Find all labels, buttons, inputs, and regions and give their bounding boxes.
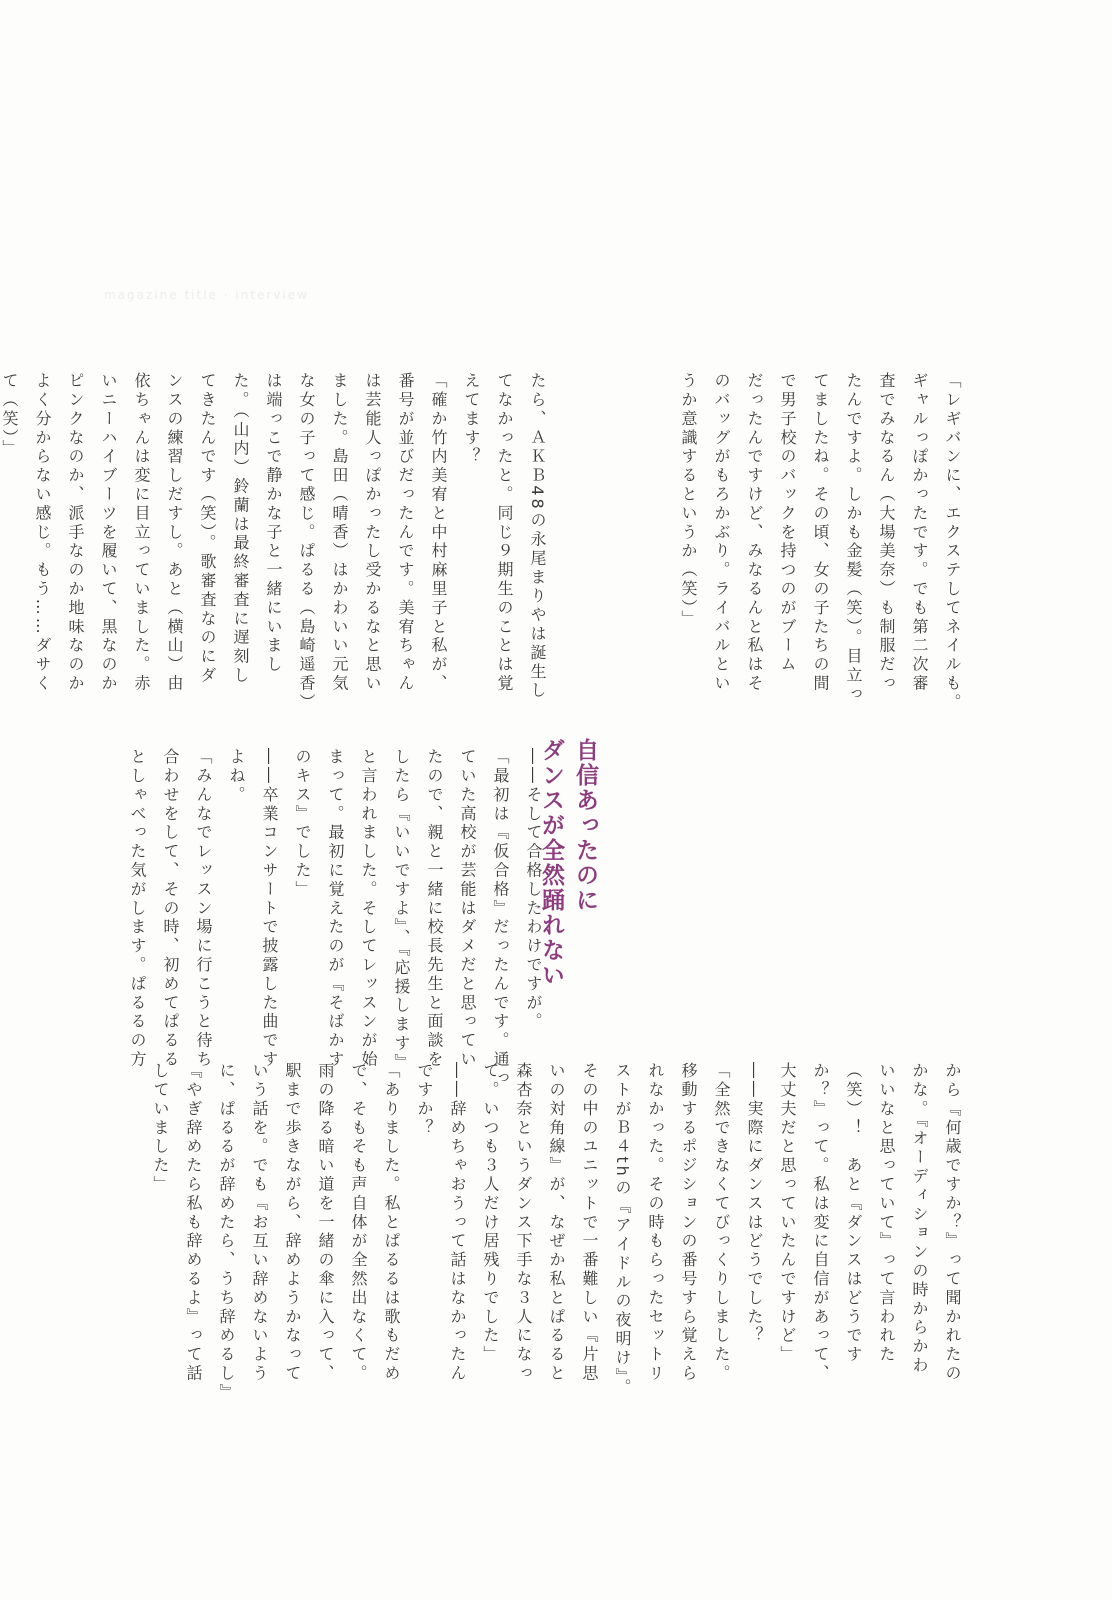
section-headline: 自信あったのに ダンスが全然踊れない (538, 738, 598, 988)
faint-header-text: magazine title · interview (104, 288, 309, 302)
column-lower-right: ――そして合格したわけですが。 「最初は『仮合格』だったんです。通っ ていた高校が芸能はダメだと思ってい たので、親と一緒に校長先生と面談を したら『いいですよ』、『応援します』 と言われました。そしてレッスンが始 まって。最初に覚えたのが『そばかす のキス』でした」 ――卒業コンサートで披露した曲です よね。 「みんなでレッスン場に行こうと待ち 合わせをして、その時、初めてぱるる としゃべった気がします。ぱるるの方 (128, 748, 543, 1089)
column-upper-left: たら、ＡＫＢ48の永尾まりやは誕生し てなかったと。同じ９期生のことは覚 えてます？ 「確か竹内美宥と中村麻里子と私が、 番号が並びだったんです。美宥ちゃん は芸能人っぽかったし受かるなと思い ました。島田（晴香）はかわいい元気 な女の子って感じ。ぱるる（島崎遥香） は端っこで静かな子と一緒にいまし た。（山内）鈴蘭は最終審査に遅刻し てきたんです（笑）。歌審査なのにダ ンスの練習しだすし。あと（横山）由 依ちゃんは変に目立っていました。赤 いニーハイブーツを履いて、黒なのか ピンクなのか、派手なのか地味なのか よく分からない感じ。もう……ダサく て（笑）」 (0, 372, 547, 713)
column-middle-right: から『何歳ですか？』って聞かれたの かな。『オーディションの時からかわ いいなと思っていて』って言われた （笑）！ あと『ダンスはどうです か？』って。私は変に自信があって、 大丈夫だと思っていたんですけど」 ――実際にダンスはどうでした？ 「全然できなくてびっくりしました。 移動するポジションの番号すら覚えら れなかった。その時もらったセットリ ストがＢ４thの『アイドルの夜明け』。 その中のユニットで一番難しい『片思 いの対角線』が、なぜか私とぱるると 森杏奈というダンス下手な３人になっ て。いつも３人だけ居残りでした」 ――辞めちゃおうって話はなかったん ですか？ 「ありました。私とぱるるは歌もだめ で、そもそも声自体が全然出なくて。 雨の降る暗い道を一緒の傘に入って、 駅まで歩きながら、辞めようかなって いう話を。でも『お互い辞めないよう に、ぱるるが辞めたら、うち辞めるし』 『やぎ辞めたら私も辞めるよ』って話 していました」 (151, 1062, 962, 1403)
column-upper-right: 「レギバンに、エクステしてネイルも。 ギャルっぽかったです。でも第二次審 査でみなるん（大場美奈）も制服だっ たんですよ。しかも金髪（笑）。目立っ てましたね。その頃、女の子たちの間 で男子校のバックを持つのがブーム だったんですけど、みなるんと私はそ のバッグがもろかぶり。ライバルとい うか意識するというか（笑）」 (679, 372, 962, 713)
